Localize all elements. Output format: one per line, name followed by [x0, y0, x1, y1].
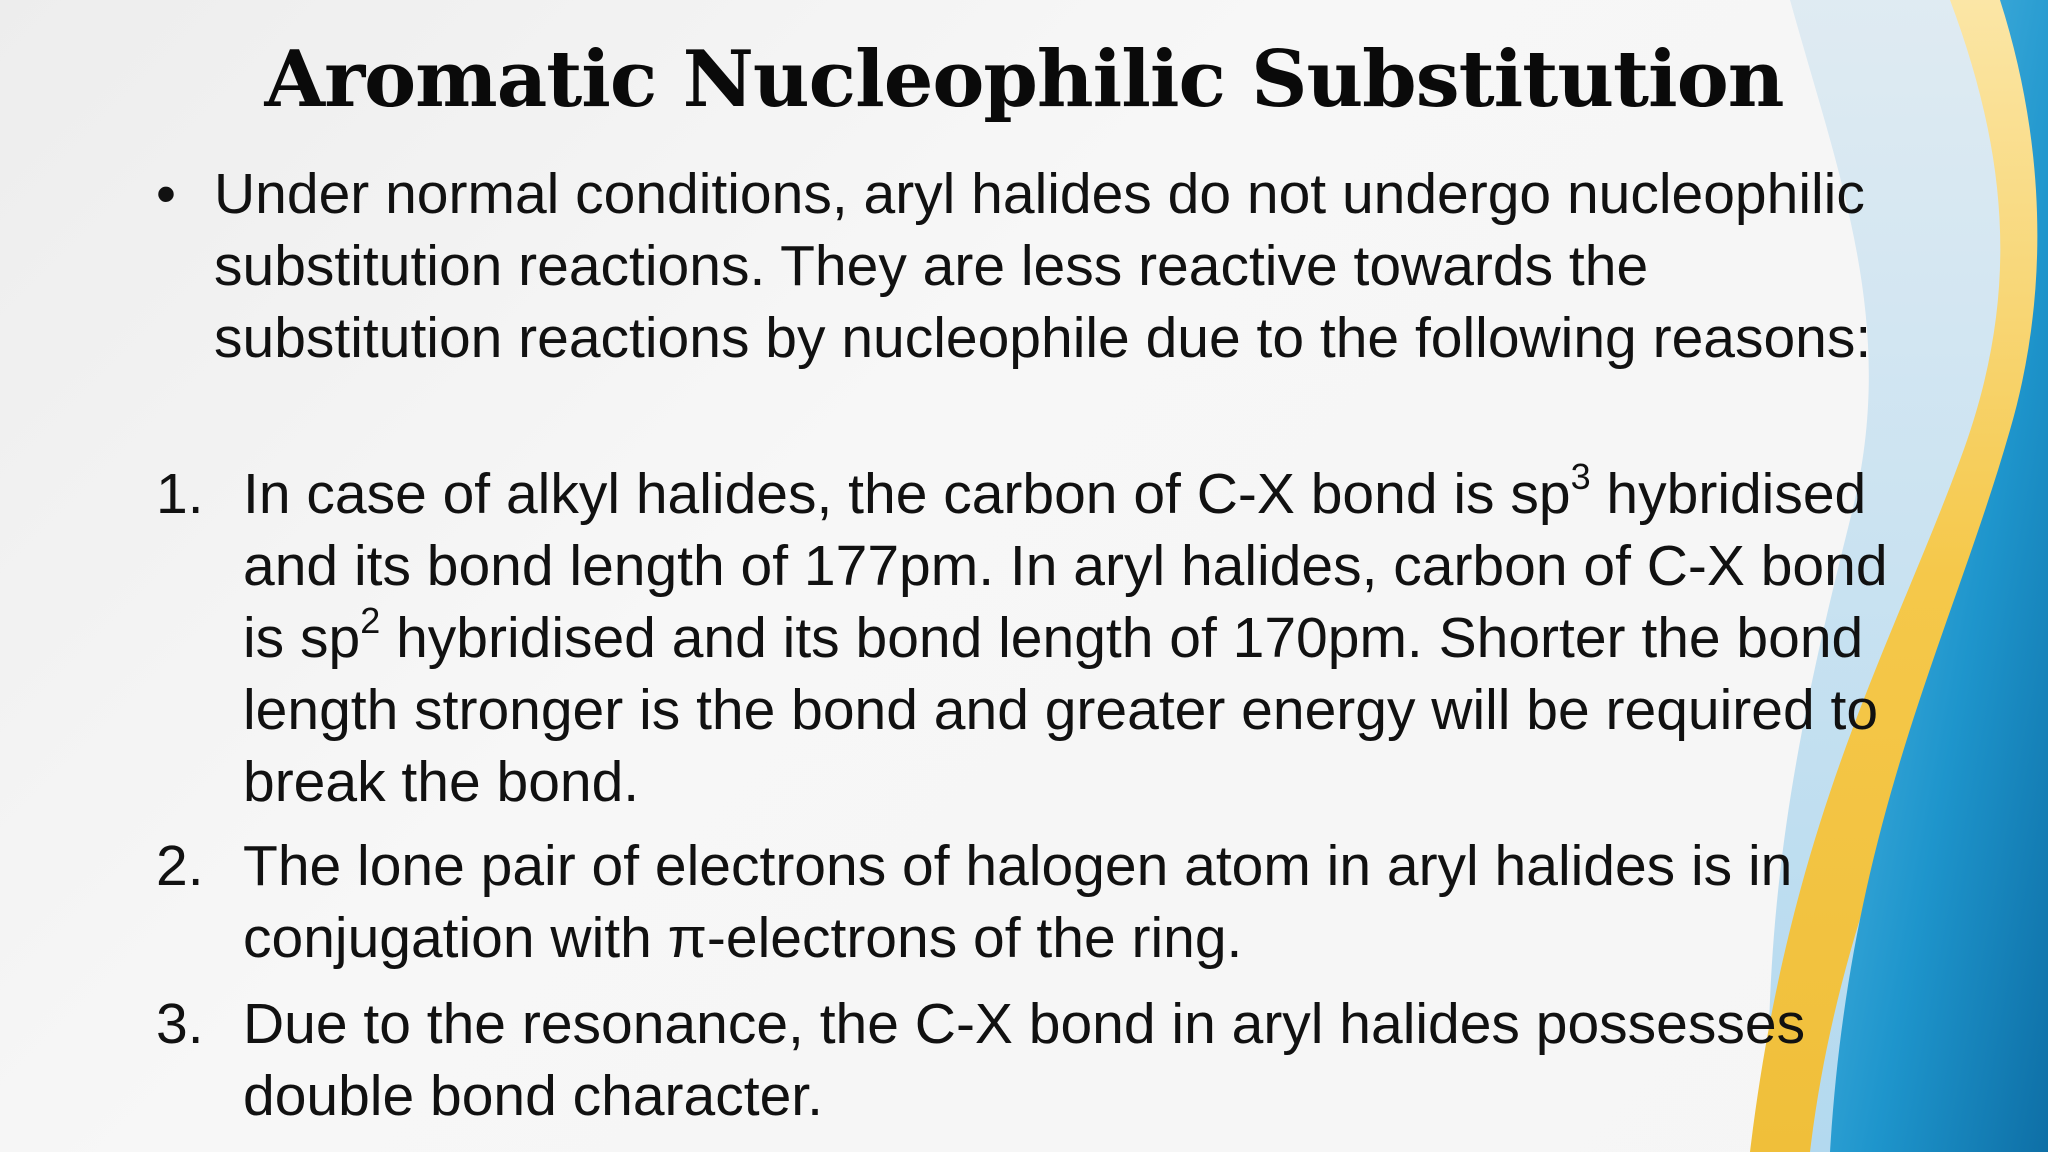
list-number: 2. [156, 834, 204, 898]
reason-item-1 [156, 458, 1916, 818]
reason-item-2 [156, 830, 1916, 974]
reason-text: In case of alkyl halides, the carbon of C-X bond is $sp^3$ hybridised and its bond length of 177pm. In aryl halides, carbon of C-X bond is $sp^2$ hybridised and its bond length of 170pm. Shorter the bond length stronger is the bond and greater energy will be required to break the bond. [243, 456, 1888, 814]
bullet-marker: • [156, 162, 176, 226]
list-number: 1. [156, 462, 204, 526]
reason-item-3 [156, 988, 1916, 1132]
list-number: 3. [156, 992, 204, 1056]
reason-text: The lone pair of electrons of halogen atom in aryl halides is in conjugation with π-electrons of the ring. [243, 834, 1793, 970]
intro-bullet [156, 158, 1876, 374]
slide-title: Aromatic Nucleophilic Substitution [264, 34, 1784, 125]
superscript: 3 [1570, 456, 1591, 497]
superscript: 2 [360, 600, 381, 641]
intro-bullet-text: Under normal conditions, aryl halides do not undergo nucleophilic substitution reactions. They are less reactive towards the substitution reactions by nucleophile due to the following reasons: [214, 162, 1872, 370]
reason-text: Due to the resonance, the C-X bond in aryl halides possesses double bond character. [243, 992, 1806, 1128]
